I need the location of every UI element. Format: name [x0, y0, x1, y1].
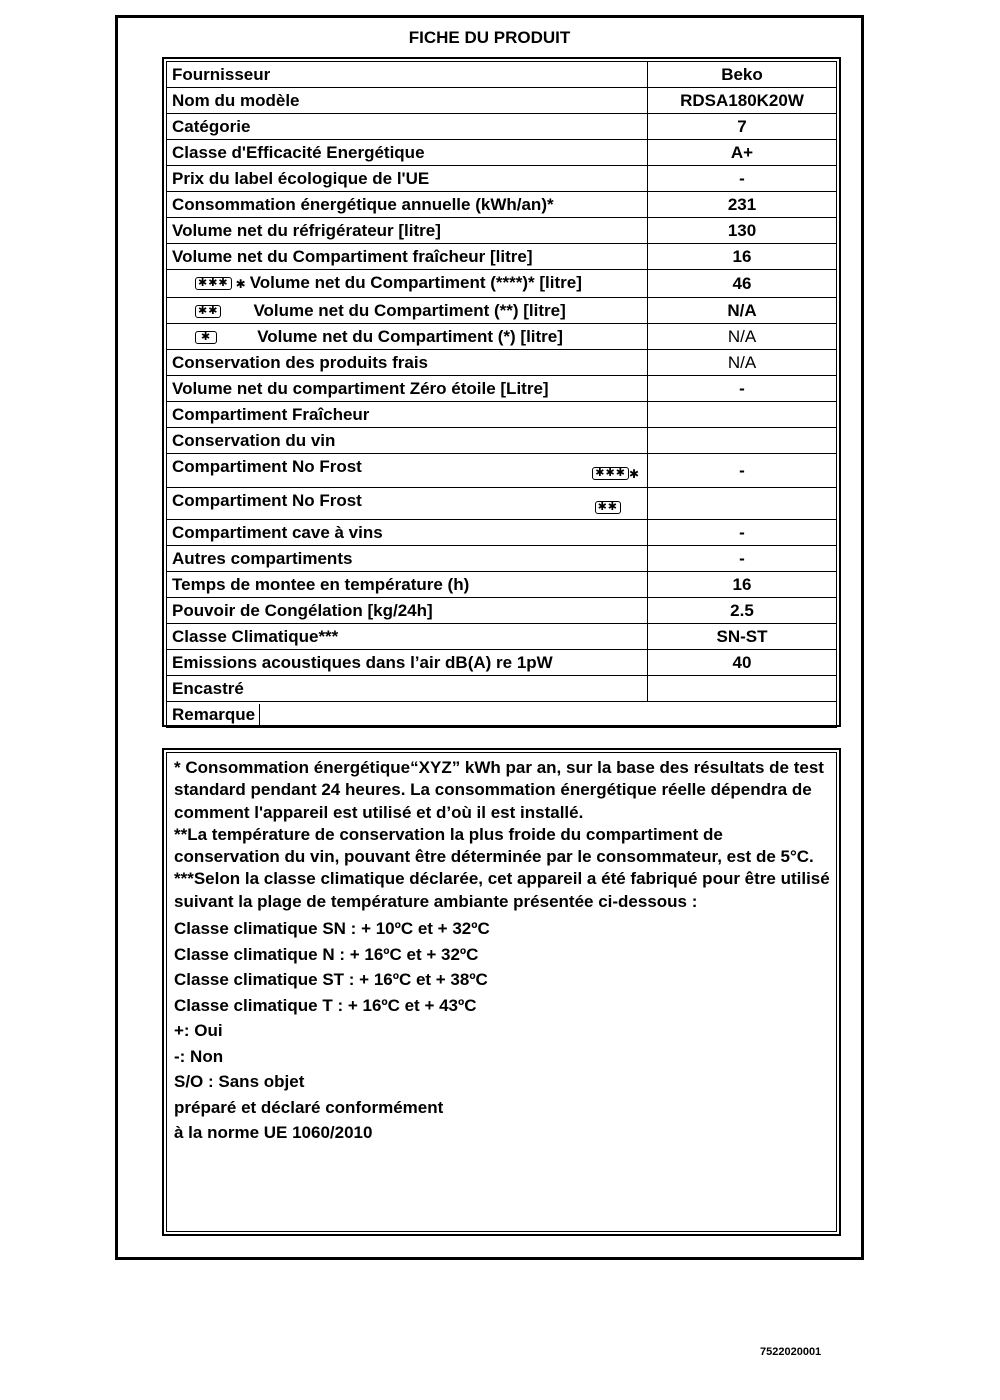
- note-line: à la norme UE 1060/2010: [174, 1123, 373, 1143]
- row-label: Volume net du Compartiment (**) [litre]: [253, 301, 566, 320]
- row-value: N/A: [648, 350, 837, 376]
- row-value: RDSA180K20W: [648, 88, 837, 114]
- row-value: -: [648, 520, 837, 546]
- table-row: [167, 298, 837, 324]
- sheet-title: FICHE DU PRODUIT: [408, 28, 571, 47]
- row-value: SN-ST: [648, 624, 837, 650]
- product-sheet: [115, 15, 864, 1260]
- spec-table-frame: [162, 57, 841, 727]
- row-label: Encastré: [167, 676, 648, 702]
- row-label: Catégorie: [167, 114, 648, 140]
- table-row: [167, 350, 837, 376]
- text-cursor: [259, 704, 260, 725]
- table-row: [167, 324, 837, 350]
- row-label: Volume net du Compartiment (****)* [litre]: [249, 273, 582, 292]
- row-value: Beko: [648, 62, 837, 88]
- table-row: [167, 676, 837, 702]
- note-line: -: Non: [174, 1046, 224, 1066]
- row-label: Pouvoir de Congélation [kg/24h]: [167, 598, 648, 624]
- row-value: -: [648, 376, 837, 402]
- row-value: N/A: [648, 324, 837, 350]
- remark-cell[interactable]: [167, 702, 837, 728]
- row-label-with-icon: [167, 488, 648, 520]
- table-row: [167, 428, 837, 454]
- table-row: [167, 650, 837, 676]
- row-label: Fournisseur: [167, 62, 648, 88]
- note-energy: * Consommation énergétique“XYZ” kWh par an, sur la base des résultats de test standard pendant 24 heures. La consommation énergétique réelle dépendra de comment l'appareil est utilisé et d’où il est installé.: [174, 758, 824, 822]
- row-value: 231: [648, 192, 837, 218]
- spec-table: [166, 61, 837, 728]
- no-frost-icon-wrap: [595, 494, 621, 519]
- table-row: [167, 488, 837, 520]
- note-line: Classe climatique SN : + 10ºC et + 32ºC: [174, 919, 490, 939]
- row-label: Remarque: [172, 705, 256, 724]
- note-line: Classe climatique N : + 16ºC et + 32ºC: [174, 944, 479, 964]
- row-label: Volume net du Compartiment fraîcheur [litre]: [167, 244, 648, 270]
- row-label-with-icon: [167, 270, 648, 298]
- note-climate: ***Selon la classe climatique déclarée, cet appareil a été fabriqué pour être utilisé suivant la plage de température ambiante présentée ci-dessous :: [174, 869, 830, 911]
- row-label: Volume net du compartiment Zéro étoile [Litre]: [167, 376, 648, 402]
- two-star-compartment-icon: ✱✱: [195, 305, 221, 318]
- four-star-freezer-icon: ✱✱✱: [195, 277, 232, 290]
- row-value: 40: [648, 650, 837, 676]
- table-row: [167, 454, 837, 488]
- row-value: -: [648, 166, 837, 192]
- row-label: Conservation des produits frais: [167, 350, 648, 376]
- note-wine: **La température de conservation la plus froide du compartiment de conservation du vin, pouvant être déterminée par le consommateur, est de 5°C.: [174, 824, 814, 867]
- row-label: Emissions acoustiques dans l’air dB(A) re 1pW: [167, 650, 648, 676]
- table-row: [167, 624, 837, 650]
- row-value: 16: [648, 572, 837, 598]
- note-line: S/O : Sans objet: [174, 1072, 305, 1092]
- row-label: Consommation énergétique annuelle (kWh/an)*: [167, 192, 648, 218]
- table-row: [167, 192, 837, 218]
- table-row: [167, 546, 837, 572]
- note-line: Classe climatique T : + 16ºC et + 43ºC: [174, 995, 477, 1015]
- row-value: 130: [648, 218, 837, 244]
- row-label: Compartiment No Frost: [172, 457, 362, 476]
- table-row: [167, 598, 837, 624]
- table-row: [167, 62, 837, 88]
- row-value: [648, 488, 837, 520]
- row-label-with-icon: [167, 298, 648, 324]
- row-label: Temps de montee en température (h): [167, 572, 648, 598]
- row-value: A+: [648, 140, 837, 166]
- table-row: [167, 114, 837, 140]
- row-label: Prix du label écologique de l'UE: [167, 166, 648, 192]
- row-label: Conservation du vin: [167, 428, 648, 454]
- table-row: [167, 166, 837, 192]
- star-suffix: ✱: [235, 277, 246, 291]
- row-value: 7: [648, 114, 837, 140]
- row-value: 46: [648, 270, 837, 298]
- one-star-compartment-icon: ✱: [195, 331, 217, 344]
- row-label: Classe Climatique***: [167, 624, 648, 650]
- row-value: [648, 676, 837, 702]
- notes-box: [166, 752, 837, 1232]
- row-value: -: [648, 546, 837, 572]
- table-row: [167, 702, 837, 728]
- star-suffix: ✱: [628, 467, 639, 481]
- row-label: Compartiment No Frost: [172, 491, 362, 510]
- row-label: Autres compartiments: [167, 546, 648, 572]
- row-value: -: [648, 454, 837, 488]
- note-line: préparé et déclaré conformément: [174, 1097, 444, 1117]
- two-star-compartment-icon: ✱✱: [595, 501, 621, 514]
- row-value: [648, 428, 837, 454]
- note-line: Classe climatique ST : + 16ºC et + 38ºC: [174, 970, 488, 990]
- no-frost-icon-wrap: [592, 460, 639, 487]
- note-line: +: Oui: [174, 1021, 223, 1041]
- row-label: Volume net du réfrigérateur [litre]: [167, 218, 648, 244]
- row-label-with-icon: [167, 454, 648, 488]
- table-row: [167, 376, 837, 402]
- row-label: Compartiment cave à vins: [167, 520, 648, 546]
- table-row: [167, 218, 837, 244]
- row-value: [648, 402, 837, 428]
- four-star-freezer-icon: ✱✱✱: [592, 467, 629, 480]
- table-row: [167, 270, 837, 298]
- row-value: 2.5: [648, 598, 837, 624]
- table-row: [167, 140, 837, 166]
- row-label: Nom du modèle: [167, 88, 648, 114]
- row-label: Compartiment Fraîcheur: [167, 402, 648, 428]
- row-label: Classe d'Efficacité Energétique: [167, 140, 648, 166]
- document-code: 7522020001: [760, 1346, 822, 1358]
- notes-frame: [162, 748, 841, 1236]
- row-label: Volume net du Compartiment (*) [litre]: [257, 327, 563, 346]
- table-row: [167, 520, 837, 546]
- table-row: [167, 244, 837, 270]
- table-row: [167, 402, 837, 428]
- table-row: [167, 88, 837, 114]
- table-row: [167, 572, 837, 598]
- row-label-with-icon: [167, 324, 648, 350]
- row-value: 16: [648, 244, 837, 270]
- row-value: N/A: [648, 298, 837, 324]
